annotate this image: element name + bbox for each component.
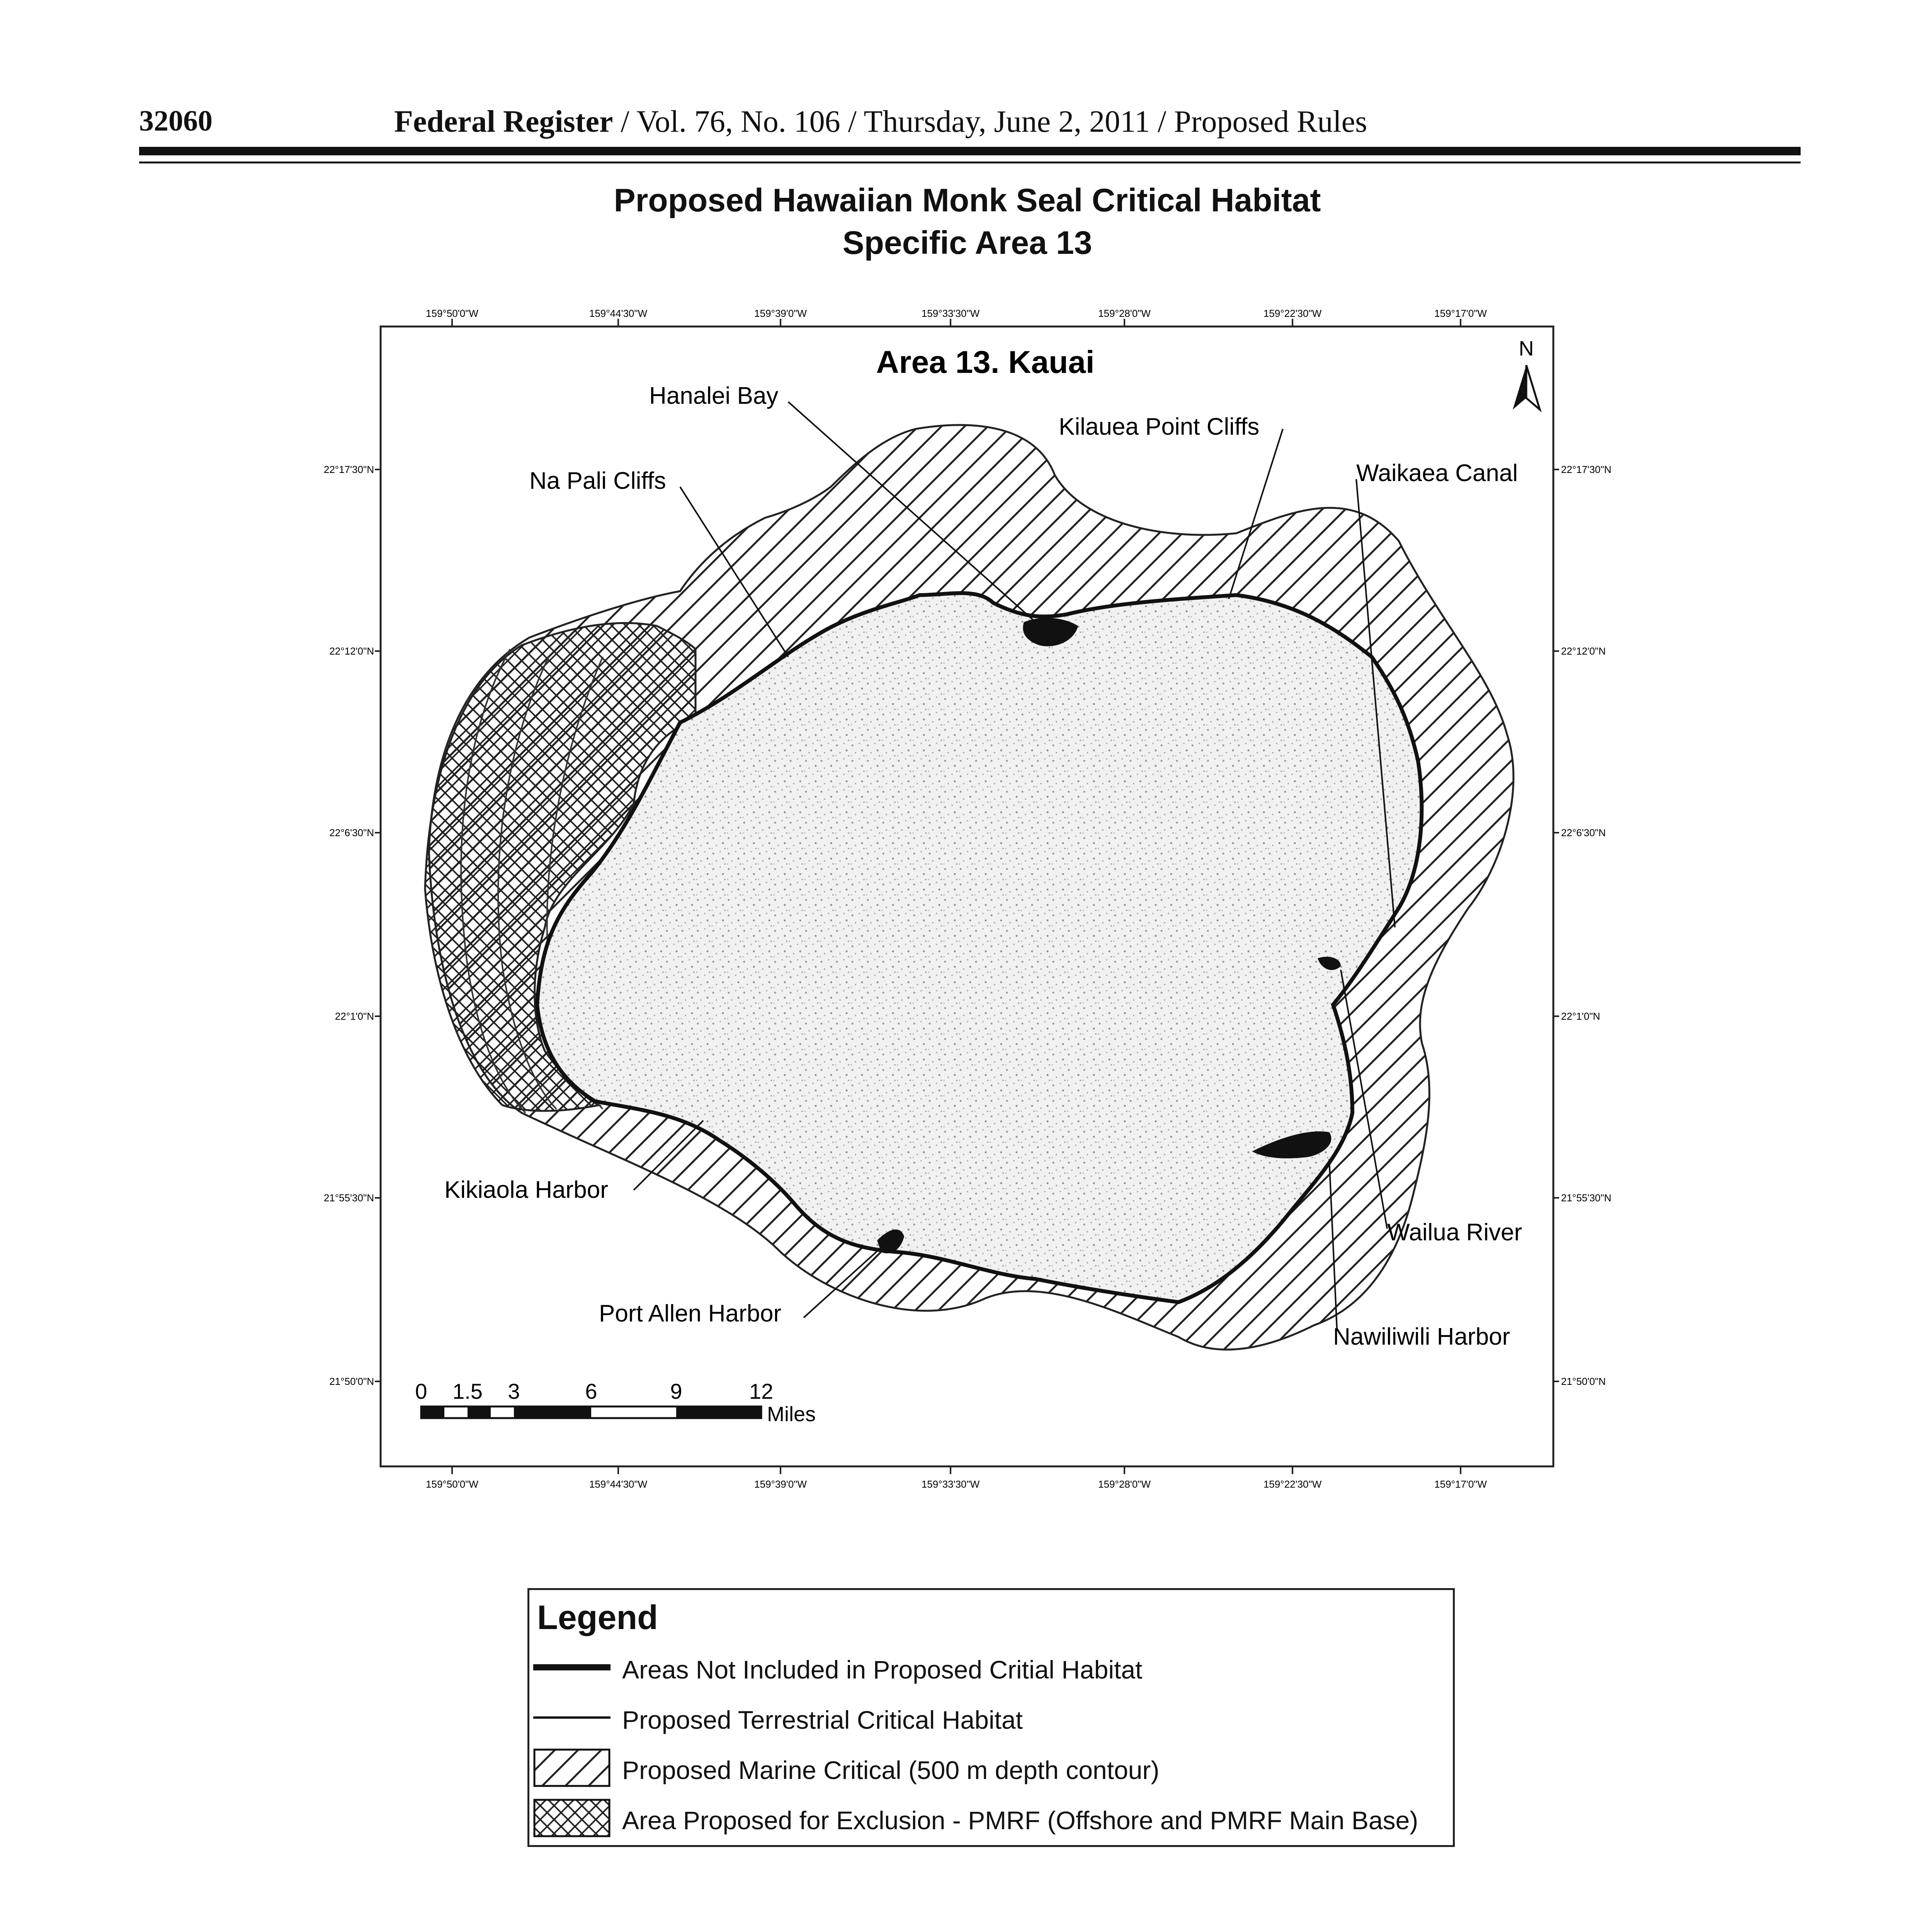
scale-seg-1 [421,1406,444,1418]
legend-item-marine [529,1745,1453,1791]
scale-unit: Miles [767,1403,816,1426]
longitude-label-top: 159°44'30"W [589,308,648,319]
latitude-label-right: 22°12'0"N [1561,645,1606,657]
longitude-labels-top [426,308,1487,319]
figure-title: Proposed Hawaiian Monk Seal Critical Habitat [614,182,1321,218]
latitude-label-left: 22°17'30"N [323,464,374,475]
scale-seg-3 [468,1406,491,1418]
figure-subtitle: Specific Area 13 [842,224,1092,261]
longitude-label-top: 159°50'0"W [426,308,478,319]
label-kikiaola-harbor: Kikiaola Harbor [444,1177,608,1203]
latitude-labels-left [324,464,374,1387]
latitude-label-right: 22°17'30"N [1561,464,1612,475]
scale-seg-5 [514,1406,591,1418]
diagonal-hatch-swatch-icon [533,1748,611,1787]
legend [527,1588,1455,1847]
latitude-label-right: 21°50'0"N [1561,1376,1606,1387]
longitude-labels-bottom [426,1478,1487,1490]
latitude-label-left: 22°6'30"N [329,827,374,838]
latitude-label-left: 22°1'0"N [335,1010,374,1022]
scale-tick-label: 3 [508,1379,520,1403]
label-kilauea-point-cliffs: Kilauea Point Cliffs [1059,413,1260,440]
longitude-label-bottom: 159°50'0"W [426,1478,478,1490]
longitude-label-top: 159°22'30"W [1263,308,1322,319]
issue-line: / Vol. 76, No. 106 / Thursday, June 2, 2011 / Proposed Rules [613,105,1367,139]
legend-label: Proposed Terrestrial Critical Habitat [622,1706,1023,1734]
longitude-label-top: 159°28'0"W [1098,308,1151,319]
scale-tick-label: 9 [670,1379,682,1403]
longitude-label-top: 159°33'30"W [921,308,980,319]
label-hanalei-bay: Hanalei Bay [649,383,779,409]
thick-line-swatch-icon [533,1648,611,1687]
legend-title: Legend [537,1598,658,1636]
latitude-label-right: 22°1'0"N [1561,1010,1600,1022]
scale-tick-label: 6 [585,1379,597,1403]
publication-name: Federal Register [394,105,613,139]
legend-label: Area Proposed for Exclusion - PMRF (Offshore and PMRF Main Base) [622,1806,1418,1835]
longitude-label-bottom: 159°28'0"W [1098,1478,1151,1490]
page-number: 32060 [139,105,213,137]
legend-item-exclusion [529,1795,1453,1841]
label-wailua-river: Wailua River [1387,1219,1522,1246]
label-nawiliwili-harbor: Nawiliwili Harbor [1333,1323,1510,1350]
label-waikaea-canal: Waikaea Canal [1356,460,1518,486]
longitude-label-top: 159°39'0"W [754,308,807,319]
longitude-label-bottom: 159°17'0"W [1434,1478,1487,1490]
scale-seg-7 [676,1406,761,1418]
longitude-label-bottom: 159°44'30"W [589,1478,648,1490]
scale-tick-label: 12 [749,1379,774,1403]
longitude-label-bottom: 159°22'30"W [1263,1478,1322,1490]
legend-label: Areas Not Included in Proposed Critial Habitat [622,1655,1143,1684]
scale-tick-label: 0 [415,1379,427,1403]
longitude-label-top: 159°17'0"W [1434,308,1487,319]
north-label: N [1519,337,1534,360]
longitude-label-bottom: 159°39'0"W [754,1478,807,1490]
latitude-label-right: 22°6'30"N [1561,827,1606,838]
latitude-label-right: 21°55'30"N [1561,1192,1612,1204]
legend-item-terrestrial [529,1694,1453,1741]
latitude-label-left: 21°50'0"N [329,1376,374,1387]
latitude-label-left: 22°12'0"N [329,645,374,657]
label-na-pali-cliffs: Na Pali Cliffs [529,468,666,494]
longitude-label-bottom: 159°33'30"W [921,1478,980,1490]
scale-tick-label: 1.5 [452,1379,483,1403]
legend-item-not-included [529,1644,1453,1690]
latitude-label-left: 21°55'30"N [323,1192,374,1204]
latitude-labels-right [1561,464,1611,1387]
legend-label: Proposed Marine Critical (500 m depth contour) [622,1756,1160,1784]
cross-hatch-swatch-icon [533,1799,611,1837]
area-title: Area 13. Kauai [876,345,1095,380]
label-port-allen-harbor: Port Allen Harbor [599,1300,782,1327]
thin-line-swatch-icon [533,1698,611,1737]
